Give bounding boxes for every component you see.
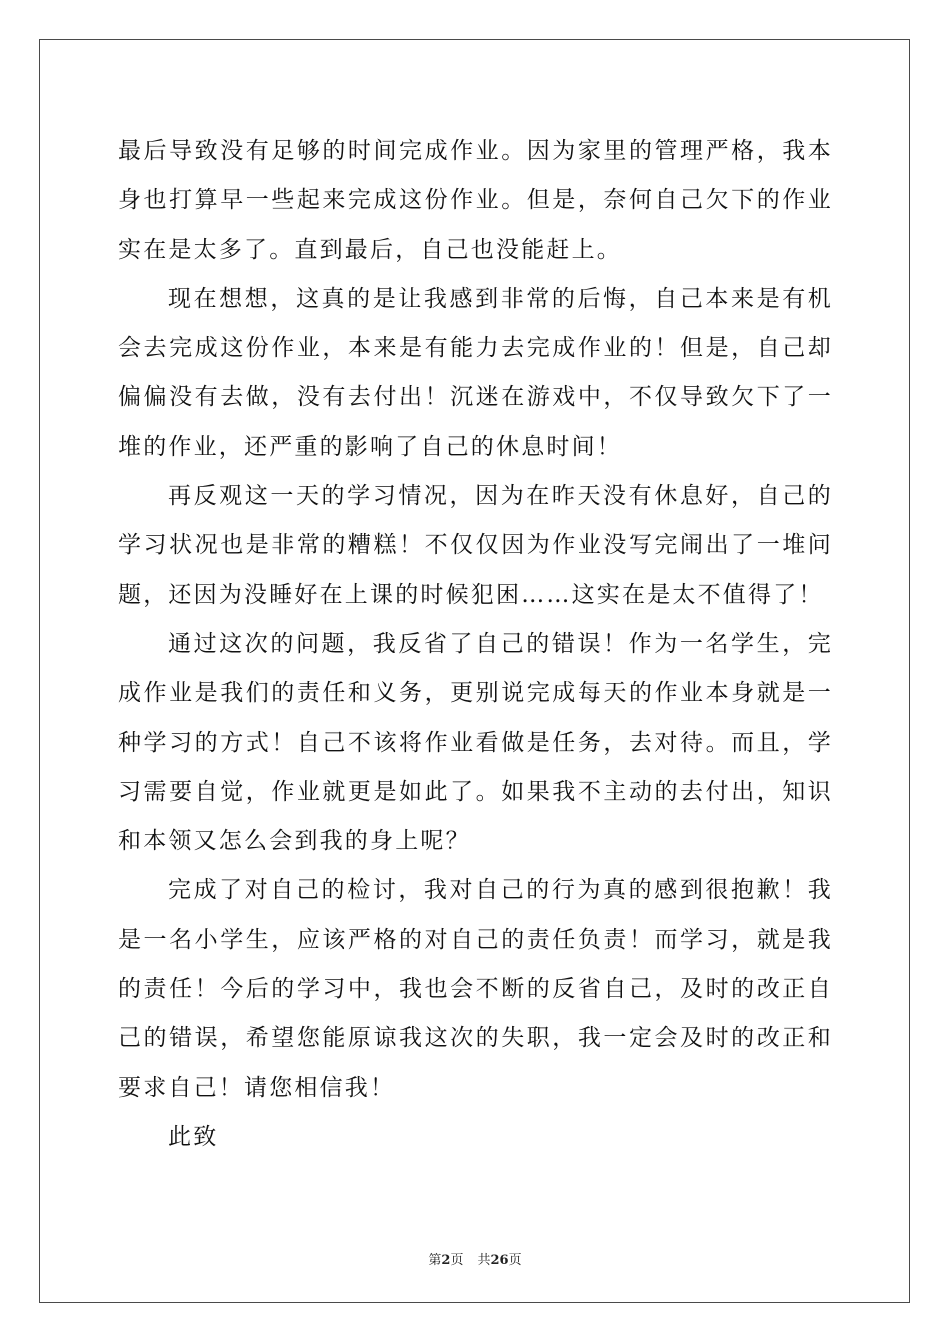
paragraph-4: 通过这次的问题，我反省了自己的错误！作为一名学生，完成作业是我们的责任和义务，更别说完成每天的作业本身就是一种学习的方式！自己不该将作业看做是任务，去对待。而且，学习需要自觉，作业就更是如此了。如果我不主动的去付出，知识和本领又怎么会到我的身上呢？ bbox=[118, 630, 833, 855]
paragraph-1: 最后导致没有足够的时间完成作业。因为家里的管理严格，我本身也打算早一些起来完成这份作业。但是，奈何自己欠下的作业实在是太多了。直到最后，自己也没能赶上。 bbox=[118, 138, 833, 263]
total-prefix: 共 bbox=[477, 1253, 491, 1268]
closing-salutation: 此致 bbox=[168, 1123, 219, 1150]
page-footer bbox=[0, 1249, 950, 1268]
total-pages: 26 bbox=[490, 1253, 509, 1268]
total-suffix: 页 bbox=[508, 1253, 522, 1268]
document-body bbox=[118, 127, 833, 1162]
page-number: 2 bbox=[441, 1253, 451, 1268]
paragraph-5: 完成了对自己的检讨，我对自己的行为真的感到很抱歉！我是一名小学生，应该严格的对自己的责任负责！而学习，就是我的责任！今后的学习中，我也会不断的反省自己，及时的改正自己的错误，希望您能原谅我这次的失职，我一定会及时的改正和要求自己！请您相信我！ bbox=[118, 877, 833, 1101]
paragraph-3: 再反观这一天的学习情况，因为在昨天没有休息好，自己的学习状况也是非常的糟糕！不仅仅因为作业没写完闹出了一堆问题，还因为没睡好在上课的时候犯困……这实在是太不值得了！ bbox=[118, 483, 833, 608]
page-prefix: 第 bbox=[428, 1253, 442, 1268]
page-suffix: 页 bbox=[450, 1253, 464, 1268]
paragraph-2: 现在想想，这真的是让我感到非常的后悔，自己本来是有机会去完成这份作业，本来是有能力去完成作业的！但是，自己却偏偏没有去做，没有去付出！沉迷在游戏中，不仅导致欠下了一堆的作业，还严重的影响了自己的休息时间！ bbox=[118, 285, 833, 460]
